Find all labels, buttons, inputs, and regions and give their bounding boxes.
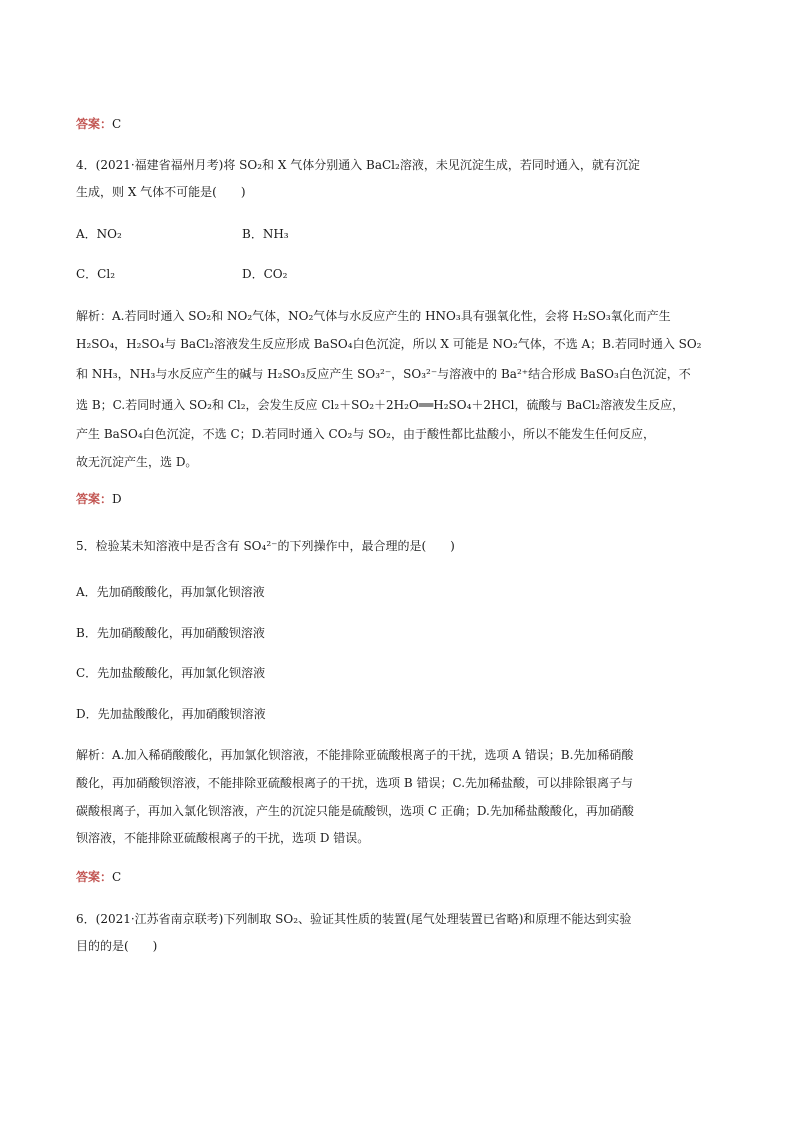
question-4-option-row-1 <box>76 226 289 242</box>
question-4-analysis-line-3: 和 NH₃，NH₃与水反应产生的碱与 H₂SO₃反应产生 SO₃²⁻，SO₃²⁻与溶液中的 Ba²⁺结合形成 BaSO₃白色沉淀，不 <box>76 367 691 381</box>
question-4-analysis-line-4: 选 B；C.若同时通入 SO₂和 Cl₂，会发生反应 Cl₂＋SO₂＋2H₂O══H₂SO₄＋2HCl，硫酸与 BaCl₂溶液发生反应， <box>76 398 685 412</box>
question-5-option-a: A．先加硝酸酸化，再加氯化钡溶液 <box>76 585 265 599</box>
question-4-option-row-2 <box>76 266 288 282</box>
question-4-stem-line-1: 4．(2021·福建省福州月考)将 SO₂和 X 气体分别通入 BaCl₂溶液，未见沉淀生成，若同时通入，就有沉淀 <box>76 158 640 172</box>
question-5-stem: 5．检验某未知溶液中是否含有 SO₄²⁻的下列操作中，最合理的是( ) <box>76 539 455 553</box>
question-5-option-d: D．先加盐酸酸化，再加硝酸钡溶液 <box>76 707 266 721</box>
answer-line <box>76 116 121 132</box>
option-b: B．NH₃ <box>242 227 289 241</box>
question-6-stem-line-2: 目的的是( ) <box>76 939 158 953</box>
question-4-analysis-line-1: 解析：A.若同时通入 SO₂和 NO₂气体，NO₂气体与水反应产生的 HNO₃具有强氧化性，会将 H₂SO₃氧化而产生 <box>76 309 671 323</box>
answer-line <box>76 869 121 885</box>
answer-label: 答案： <box>76 117 113 131</box>
question-4-stem-line-2: 生成，则 X 气体不可能是( ) <box>76 185 246 199</box>
answer-label: 答案： <box>76 870 113 884</box>
question-4-analysis-line-2: H₂SO₄，H₂SO₄与 BaCl₂溶液发生反应形成 BaSO₄白色沉淀，所以 X 可能是 NO₂气体，不选 A；B.若同时通入 SO₂ <box>76 337 702 351</box>
question-6-stem-line-1: 6．(2021·江苏省南京联考)下列制取 SO₂、验证其性质的装置(尾气处理装置已省略)和原理不能达到实验 <box>76 912 632 926</box>
question-5-analysis-line-1: 解析：A.加入稀硝酸酸化，再加氯化钡溶液，不能排除亚硫酸根离子的干扰，选项 A 错误；B.先加稀硝酸 <box>76 748 634 762</box>
option-d: D．CO₂ <box>242 267 288 281</box>
question-5-option-b: B．先加硝酸酸化，再加硝酸钡溶液 <box>76 626 265 640</box>
question-4-analysis-line-5: 产生 BaSO₄白色沉淀，不选 C；D.若同时通入 CO₂与 SO₂，由于酸性都比盐酸小，所以不能发生任何反应， <box>76 427 655 441</box>
question-5-analysis-line-2: 酸化，再加硝酸钡溶液，不能排除亚硫酸根离子的干扰，选项 B 错误；C.先加稀盐酸，可以排除银离子与 <box>76 776 634 790</box>
question-5-option-c: C．先加盐酸酸化，再加氯化钡溶液 <box>76 666 266 680</box>
question-5-analysis-line-4: 钡溶液，不能排除亚硫酸根离子的干扰，选项 D 错误。 <box>76 831 370 845</box>
question-4-analysis-line-6: 故无沉淀产生，选 D。 <box>76 455 198 469</box>
answer-label: 答案： <box>76 492 113 506</box>
answer-value: C <box>112 117 122 131</box>
option-c: C．Cl₂ <box>76 267 116 281</box>
question-5-analysis-line-3: 碳酸根离子，再加入氯化钡溶液，产生的沉淀只能是硫酸钡，选项 C 正确；D.先加稀盐酸酸化，再加硝酸 <box>76 804 634 818</box>
answer-value: D <box>112 492 122 506</box>
answer-line <box>76 491 122 507</box>
option-a: A．NO₂ <box>76 227 122 241</box>
answer-value: C <box>112 870 122 884</box>
